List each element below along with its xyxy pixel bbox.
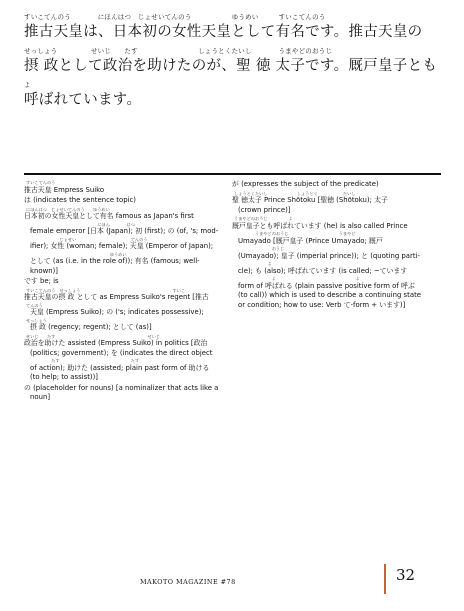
glossary-line: (to help; to assist))] [30, 373, 98, 381]
glossary-line: (politics; government); を (indicates the direct object [30, 348, 213, 357]
glossary-line: of action); 助けた (assisted; plain past form of 助ける [30, 363, 210, 372]
glossary-entry [24, 334, 220, 383]
glossary-furigana: すいこてんのう [26, 180, 56, 185]
glossary-line: として (as (i.e. in the role of)); 有名 (famous; well- [30, 257, 200, 265]
glossary-entry [24, 288, 220, 333]
furigana-line: せっしょう せいじ たす しょうとくたいし うまやどのおうじ [24, 47, 333, 55]
glossary-line: 推古天皇の摂 政 として as Empress Suiko's regent [推古 [24, 293, 209, 301]
glossary-line: (Umayado); 皇子 (imperial prince)); と (quoting parti- [238, 251, 420, 260]
glossary-line: (crown prince)] [238, 205, 291, 214]
glossary-entry [24, 384, 220, 403]
glossary-line: known)] [30, 266, 58, 275]
glossary-line: は (indicates the sentence topic) [24, 196, 136, 204]
glossary-entry [24, 196, 220, 206]
glossary-line: の (placeholder for nouns) [a nominalizer that acts like a [24, 383, 219, 392]
glossary-furigana: ゆうめい [26, 251, 127, 257]
glossary-line: Umayado [厩戸皇子 (Prince Umayado; 厩戸 [238, 236, 383, 245]
page-number: 32 [396, 566, 416, 584]
japanese-sentence-line: 推古天皇は、日本初の女性天皇として有名です。推古天皇の [24, 24, 423, 40]
glossary-furigana: てんのう [26, 302, 43, 308]
japanese-sentence-line: 呼ばれています。 [24, 92, 142, 108]
glossary-line: female emperor [日本 (Japan); 初 (first); の (of, 's; mod- [30, 227, 219, 235]
glossary-furigana: すいこてんのう せっしょう すいこ [26, 287, 186, 293]
glossary-line: cle); も (also); 呼ばれています (is called; ~ています [238, 266, 408, 275]
glossary-entry [232, 216, 444, 310]
glossary-entry [232, 191, 444, 216]
glossary-furigana: よ [234, 261, 272, 266]
japanese-sentence-line: 摂 政として政治を助けたのが、聖 徳 太子です。厩戸皇子とも [24, 58, 438, 74]
glossary-furigana: じょせい てんのう [26, 236, 148, 242]
glossary-line: 聖 徳太子 Prince Shōtoku [聖徳 (Shōtoku); 太子 [232, 196, 388, 204]
glossary-furigana: しょうとくたいし しょうとく たいし [234, 190, 356, 196]
glossary-line: 天皇 (Empress Suiko); の ('s; indicates possessive); [30, 308, 204, 316]
glossary-line: 推古天皇 Empress Suiko [24, 185, 105, 194]
glossary-furigana: うまやどのおうじ よ [234, 216, 293, 221]
glossary-entry [24, 277, 220, 287]
glossary-left-column [24, 180, 220, 404]
glossary-line: 日本初の女性天皇として有名 famous as Japan's first [24, 212, 194, 220]
section-divider [24, 173, 441, 175]
main-text-block [24, 12, 444, 114]
glossary-right-column [232, 180, 444, 311]
magazine-title: MAKOTO MAGAZINE #78 [140, 578, 236, 586]
glossary-furigana: おうじ [234, 246, 285, 251]
glossary-line: noun] [30, 393, 51, 401]
glossary-furigana: せっしょう [26, 317, 47, 323]
glossary-entry [232, 180, 444, 190]
glossary-line: 政治を助けた assisted (Empress Suiko) in politics [政治 [24, 339, 208, 347]
glossary-line: ifier); 女性 (woman; female); 天皇 (Emperor of Japan); [30, 242, 214, 250]
glossary-furigana: うまやどのおうじ うまやど [234, 231, 356, 236]
glossary-line: が (expresses the subject of the predicate) [232, 180, 379, 188]
glossary-furigana: にほんはつ じょせいてんのう ゆうめい [26, 206, 110, 212]
glossary-furigana: よ よ [234, 276, 360, 281]
glossary-entry [24, 180, 220, 195]
glossary-line: 厩戸皇子とも呼ばれています (he) is also called Prince [232, 221, 408, 230]
glossary-furigana: せいじ たす せいじ [26, 333, 161, 339]
glossary-entry [24, 207, 220, 277]
glossary-line: 摂 政 (regency; regent); として (as)] [30, 323, 152, 331]
glossary-furigana: にほん はつ [26, 221, 135, 227]
glossary-line: (to call)) which is used to describe a continuing state [238, 291, 422, 299]
glossary-line: form of 呼ばれる (plain passive positive form of 呼ぶ [238, 281, 415, 290]
furigana-line: すいこてんのう にほんはつ じょせいてんのう ゆうめい すいこてんのう [24, 13, 326, 21]
glossary-line: です be; is [24, 277, 59, 285]
page-number-accent-bar [384, 564, 386, 594]
glossary-line: or condition; how to use: Verb て-form + います)] [238, 300, 406, 309]
glossary-furigana: たす たす [26, 358, 140, 363]
furigana-line: よ [24, 81, 31, 89]
